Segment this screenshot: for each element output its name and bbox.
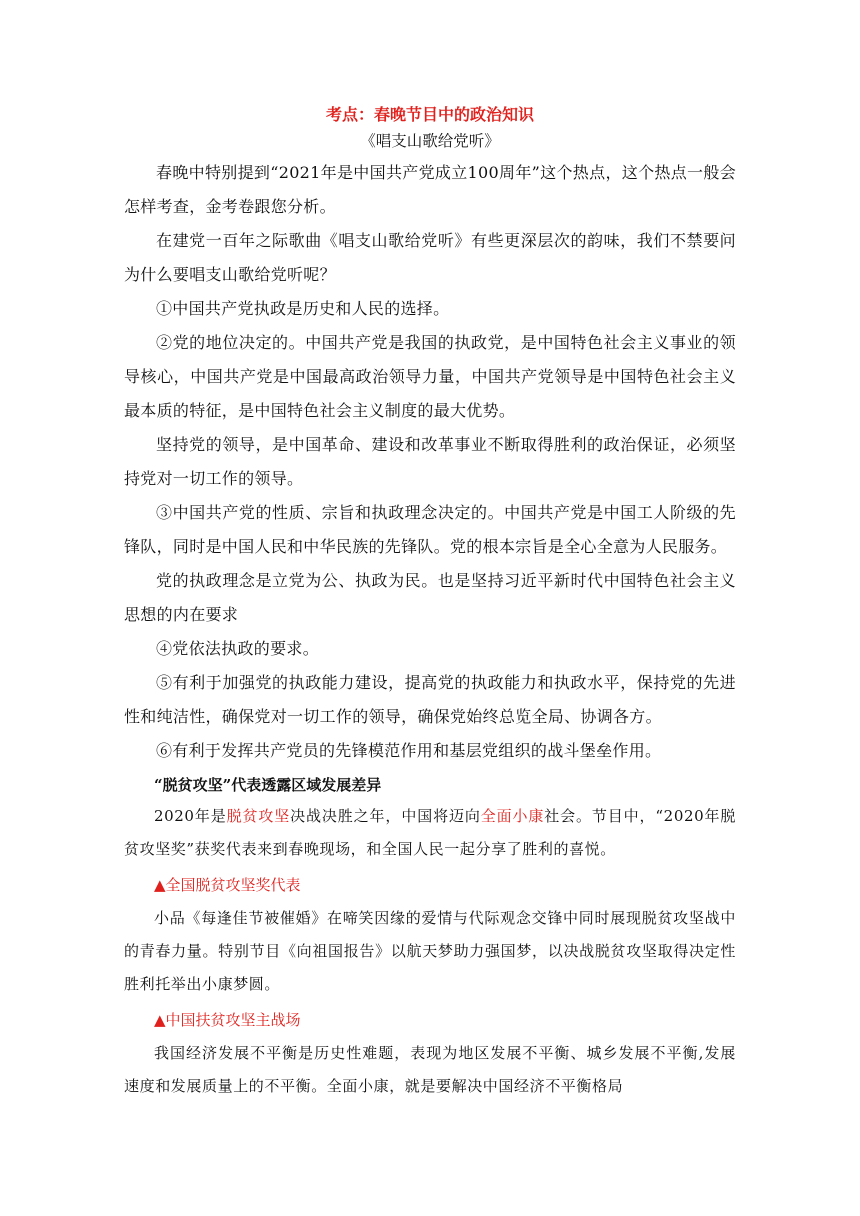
- paragraph-intro: 春晚中特别提到“2021年是中国共产党成立100周年”这个热点，这个热点一般会怎样考查，金考卷跟您分析。: [124, 163, 736, 216]
- section-heading-poverty: “脱贫攻坚”代表透露区域发展差异: [154, 776, 382, 794]
- paragraph-sketch: 小品《每逢佳节被催婚》在啼笑因缘的爱情与代际观念交锋中同时展现脱贫攻坚战中的青春力量。特别节目《向祖国报告》以航天梦助力强国梦，以决战脱贫攻坚取得决定性胜利托举出小康梦圆。: [124, 909, 736, 993]
- document-body: [124, 102, 736, 1103]
- paragraph-point-3: ③中国共产党的性质、宗旨和执政理念决定的。中国共产党是中国工人阶级的先锋队，同时是中国人民和中华民族的先锋队。党的根本宗旨是全心全意为人民服务。: [124, 503, 736, 556]
- text-segment: 决战决胜之年，中国将迈向: [290, 807, 481, 825]
- paragraph-point-5: ⑤有利于加强党的执政能力建设，提高党的执政能力和执政水平，保持党的先进性和纯洁性，确保党对一切工作的领导，确保党始终总览全局、协调各方。: [124, 673, 736, 726]
- paragraph-question: 在建党一百年之际歌曲《唱支山歌给党听》有些更深层次的韵味，我们不禁要问为什么要唱支山歌给党听呢？: [124, 231, 736, 284]
- marker-main-battlefield: ▲中国扶贫攻坚主战场: [154, 1011, 301, 1029]
- highlight-moderate-prosperity: 全面小康: [480, 807, 545, 825]
- page-subtitle: 《唱支山歌给党听》: [360, 132, 500, 150]
- highlight-poverty-alleviation: 脱贫攻坚: [226, 807, 291, 825]
- page-title: 考点：春晚节目中的政治知识: [325, 105, 534, 124]
- text-segment: 社会。节目中，“2020年脱贫攻坚奖”获奖代表来到春晚现场，和全国人民一起分享了胜利的喜悦。: [124, 807, 737, 858]
- paragraph-leadership: 坚持党的领导，是中国革命、建设和改革事业不断取得胜利的政治保证，必须坚持党对一切工作的领导。: [124, 435, 736, 488]
- paragraph-point-2: ②党的地位决定的。中国共产党是我国的执政党，是中国特色社会主义事业的领导核心，中国共产党是中国最高政治领导力量，中国共产党领导是中国特色社会主义最本质的特征，是中国特色社会主义制度的最大优势。: [124, 333, 736, 420]
- paragraph-governance-idea: 党的执政理念是立党为公、执政为民。也是坚持习近平新时代中国特色社会主义思想的内在要求: [124, 571, 736, 624]
- marker-award-representatives: ▲全国脱贫攻坚奖代表: [154, 876, 301, 894]
- paragraph-point-4: ④党依法执政的要求。: [156, 639, 320, 658]
- paragraph-point-6: ⑥有利于发挥共产党员的先锋模范作用和基层党组织的战斗堡垒作用。: [156, 741, 662, 760]
- text-segment: 2020年是: [154, 807, 227, 825]
- paragraph-imbalance: 我国经济发展不平衡是历史性难题，表现为地区发展不平衡、城乡发展不平衡,发展速度和发展质量上的不平衡。全面小康，就是要解决中国经济不平衡格局: [124, 1044, 736, 1095]
- paragraph-poverty-intro: [124, 800, 736, 866]
- paragraph-point-1: ①中国共产党执政是历史和人民的选择。: [156, 299, 450, 318]
